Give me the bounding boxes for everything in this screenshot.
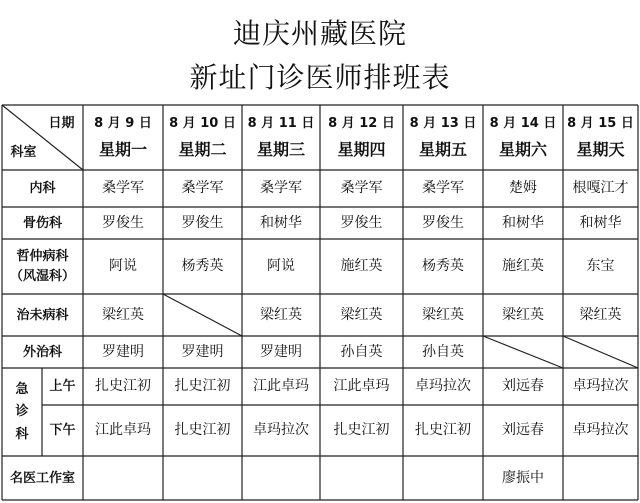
schedule-cell: 阿说	[267, 258, 295, 274]
schedule-cell: 桑学军	[340, 180, 383, 196]
studio-cell	[403, 456, 483, 500]
schedule-cell	[563, 336, 638, 368]
emergency-am-cell: 卓玛拉次	[415, 378, 471, 394]
schedule-cell: 梁红英	[579, 306, 622, 323]
schedule-cell: 桑学军	[260, 180, 302, 196]
emergency-am-cell: 扎史江初	[174, 378, 231, 394]
schedule-cell: 罗俊生	[422, 214, 464, 231]
studio-cell	[320, 456, 403, 500]
column-weekday: 星期三	[256, 140, 305, 159]
schedule-cell: 罗建明	[260, 343, 302, 360]
emergency-pm-label: 下午	[49, 423, 76, 438]
schedule-title: 新址门诊医师排班表	[189, 61, 451, 94]
column-date: 8 月 9 日	[94, 115, 152, 131]
schedule-cell: 根嘎江才	[572, 180, 629, 196]
emergency-pm-cell: 卓玛拉次	[253, 422, 309, 438]
schedule-cell: 孙自英	[340, 343, 383, 360]
studio-cell	[242, 456, 320, 500]
schedule-cell: 桑学军	[422, 180, 464, 196]
schedule-cell	[483, 336, 563, 368]
emergency-pm-cell: 扎史江初	[415, 422, 471, 438]
schedule-cell: 施红英	[340, 258, 383, 274]
emergency-pm-cell: 卓玛拉次	[572, 422, 629, 438]
column-date: 8 月 12 日	[328, 115, 395, 131]
schedule-cell: 梁红英	[422, 306, 464, 323]
column-weekday: 星期五	[418, 140, 467, 159]
emergency-am-label: 上午	[49, 379, 76, 394]
corner-date-label: 日期	[48, 115, 75, 131]
emergency-pm-cell: 扎史江初	[333, 422, 390, 438]
emergency-am-cell: 卓玛拉次	[572, 378, 629, 394]
dept-label: 骨伤科	[22, 215, 62, 231]
column-date: 8 月 13 日	[409, 115, 477, 131]
column-date: 8 月 10 日	[169, 115, 236, 131]
column-weekday: 星期四	[337, 140, 386, 159]
column-weekday: 星期六	[498, 140, 547, 159]
emergency-pm-cell: 刘远春	[502, 422, 544, 438]
schedule-cell: 杨秀英	[181, 258, 224, 274]
schedule-cell: 罗俊生	[102, 214, 144, 231]
emergency-pm-cell: 扎史江初	[174, 422, 231, 438]
schedule-cell: 梁红英	[340, 306, 383, 323]
schedule-cell: 阿说	[109, 258, 137, 274]
column-date: 8 月 15 日	[567, 115, 634, 131]
schedule-cell: 和树华	[260, 214, 302, 231]
schedule-cell: 东宝	[586, 258, 615, 274]
schedule-cell: 梁红英	[502, 306, 544, 323]
studio-cell	[563, 456, 638, 500]
schedule-cell: 罗俊生	[181, 214, 224, 231]
schedule-cell: 杨秀英	[422, 258, 464, 274]
emergency-label-char: 急	[15, 381, 29, 397]
dept-label: 外治科	[22, 344, 62, 360]
emergency-pm-cell: 江此卓玛	[95, 422, 151, 438]
emergency-am-cell: 扎史江初	[95, 378, 151, 394]
dept-label-sub: （风湿科）	[9, 268, 75, 284]
schedule-cell: 和树华	[579, 214, 622, 231]
column-weekday: 星期天	[576, 140, 625, 159]
studio-cell: 廖振中	[502, 469, 544, 486]
schedule-cell: 罗建明	[181, 343, 224, 360]
emergency-label-char: 诊	[15, 404, 29, 420]
corner-dept-label: 科室	[10, 144, 37, 160]
schedule-cell: 施红英	[502, 258, 544, 274]
column-weekday: 星期二	[178, 140, 227, 159]
column-date: 8 月 11 日	[247, 115, 315, 131]
dept-label: 治未病科	[16, 307, 69, 323]
schedule-cell: 罗俊生	[340, 214, 383, 231]
studio-label: 名医工作室	[9, 470, 75, 486]
schedule-cell: 和树华	[502, 214, 544, 231]
studio-cell	[163, 456, 242, 500]
schedule-cell	[163, 294, 242, 336]
schedule-cell: 罗建明	[102, 343, 144, 360]
dept-label: 内科	[29, 181, 56, 196]
column-weekday: 星期一	[98, 140, 147, 159]
schedule-cell: 孙自英	[422, 343, 464, 360]
schedule-cell: 桑学军	[181, 180, 224, 196]
emergency-am-cell: 江此卓玛	[253, 378, 309, 394]
emergency-am-cell: 江此卓玛	[333, 378, 390, 394]
hospital-name: 迪庆州藏医院	[232, 17, 407, 50]
schedule-cell: 梁红英	[102, 306, 144, 323]
schedule-cell: 梁红英	[260, 306, 302, 323]
studio-cell	[83, 456, 163, 500]
emergency-label-char: 科	[15, 427, 29, 443]
column-date: 8 月 14 日	[489, 115, 557, 131]
dept-label: 哲仲病科	[16, 249, 69, 265]
schedule-cell: 楚姆	[509, 180, 537, 196]
schedule-cell: 桑学军	[102, 180, 144, 196]
emergency-am-cell: 刘远春	[502, 378, 544, 394]
